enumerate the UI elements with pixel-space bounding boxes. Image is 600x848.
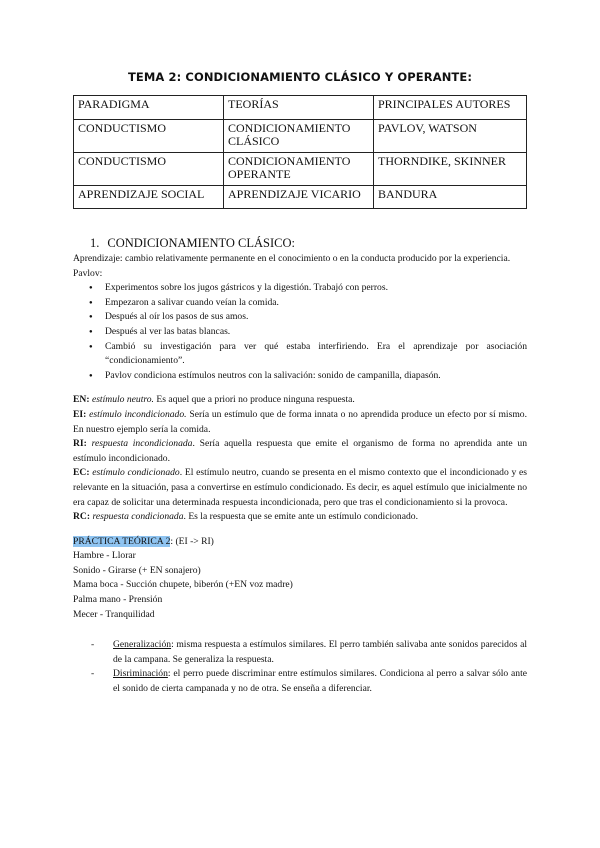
practica-example: Hambre - Llorar <box>73 550 136 562</box>
definition-term: respuesta condicionada <box>92 511 184 523</box>
page-title: TEMA 2: CONDICIONAMIENTO CLÁSICO Y OPERANTE: <box>127 70 473 84</box>
list-item: ● Cambió su investigación para ver qué estaba interfiriendo. Era el aprendizaje por asociación “condicionamiento”. <box>73 340 527 369</box>
practica-example: Mama boca - Succión chupete, biberón (+EN voz madre) <box>73 579 293 591</box>
practica-example: Sonido - Girarse (+ EN sonajero) <box>73 564 201 576</box>
table-cell: THORNDIKE, SKINNER <box>374 153 527 186</box>
definition-term: estímulo incondicionado. <box>89 408 187 420</box>
table-cell: PAVLOV, WATSON <box>374 120 527 153</box>
practica-suffix: : (EI -> RI) <box>170 535 214 547</box>
table-row <box>74 153 527 186</box>
definition-ri <box>73 437 527 466</box>
definition-term: estímulo neutro. <box>91 394 154 406</box>
definition-abbr: EC: <box>73 467 90 479</box>
table-header-cell: PRINCIPALES AUTORES <box>374 96 527 120</box>
list-item: ● Después al oír los pasos de sus amos. <box>73 310 527 325</box>
document-body <box>73 252 527 697</box>
practica-label: PRÁCTICA TEÓRICA 2 <box>73 535 171 547</box>
list-item: ● Pavlov condiciona estímulos neutros con la salivación: sonido de campanilla, diapasón. <box>73 369 527 384</box>
list-item: ● Empezaron a salivar cuando veían la comida. <box>73 296 527 311</box>
practica-heading <box>73 535 527 550</box>
pavlov-label: Pavlov: <box>73 267 103 279</box>
section-number: 1. <box>90 236 100 250</box>
practica-example: Palma mano - Prensión <box>73 594 163 606</box>
section-heading <box>90 236 295 251</box>
table-cell: APRENDIZAJE SOCIAL <box>74 186 224 209</box>
table-cell: CONDUCTISMO <box>74 120 224 153</box>
definition-text: Sería un estímulo que de forma innata o no aprendida produce un efecto por sí mismo. En nuestro ejemplo sería la comida. <box>73 408 527 435</box>
definition-term: respuesta incondicionada <box>91 438 193 450</box>
table-cell: APRENDIZAJE VICARIO <box>224 186 374 209</box>
definition-text: . Sería aquella respuesta que emite el organismo de forma no aprendida ante un estímulo incondicionado. <box>73 438 527 464</box>
definition-ec <box>73 466 527 510</box>
pavlov-bullet-list <box>73 281 527 383</box>
table-row <box>74 120 527 153</box>
table-cell: CONDUCTISMO <box>74 153 224 186</box>
concepts-list <box>73 638 527 696</box>
concept-text: : el perro puede discriminar entre estímulos similares. Condiciona al perro a salvar sólo ante el sonido de cierta campanada y no de otra. Se enseña a diferenciar. <box>113 668 527 695</box>
definition-abbr: EN: <box>73 394 90 406</box>
definition-abbr: RI: <box>73 438 87 450</box>
paradigm-table <box>73 95 527 209</box>
definition-text: . El estímulo neutro, cuando se presenta en el mismo contexto que el incondicionado y es relevante en la situación, pasa a convertirse en estímulo condicionado. Es decir, es aquel estímulo que inicialmente no era capaz de solicitar una determinada respuesta incondicionada, pero que tras el condicionamiento si la provoca. <box>73 467 527 508</box>
list-item: ● Después al ver las batas blancas. <box>73 325 527 340</box>
table-cell: CONDICIONAMIENTO CLÁSICO <box>224 120 374 153</box>
table-header-cell: TEORÍAS <box>224 96 374 120</box>
list-item <box>73 667 527 696</box>
definition-text: Es aquel que a priori no produce ninguna respuesta. <box>153 394 355 406</box>
definition-en <box>73 393 527 408</box>
table-cell: BANDURA <box>374 186 527 209</box>
table-cell: CONDICIONAMIENTO OPERANTE <box>224 153 374 186</box>
definition-term: estímulo condicionado <box>92 467 180 479</box>
concept-text: : misma respuesta a estímulos similares. El perro también salivaba ante sonidos parecidos al de la campana. Se generaliza la respuesta. <box>113 639 527 665</box>
definition-rc <box>73 510 527 525</box>
table-row <box>74 186 527 209</box>
table-header-cell: PARADIGMA <box>74 96 224 120</box>
definition-ei <box>73 408 527 437</box>
concept-term: Generalización <box>113 639 172 651</box>
list-item: ● Experimentos sobre los jugos gástricos y la digestión. Trabajó con perros. <box>73 281 527 296</box>
list-item <box>73 638 527 667</box>
practica-example: Mecer - Tranquilidad <box>73 608 155 620</box>
definition-abbr: RC: <box>73 511 91 523</box>
section-title: CONDICIONAMIENTO CLÁSICO: <box>107 236 295 250</box>
concept-term: Disriminación <box>113 668 168 680</box>
definition-text: . Es la respuesta que se emite ante un estímulo condicionado. <box>183 511 418 523</box>
aprendizaje-definition: Aprendizaje: cambio relativamente permanente en el conocimiento o en la conducta producido por la experiencia. <box>73 253 511 264</box>
definition-abbr: EI: <box>73 408 87 420</box>
table-header-row <box>74 96 527 120</box>
